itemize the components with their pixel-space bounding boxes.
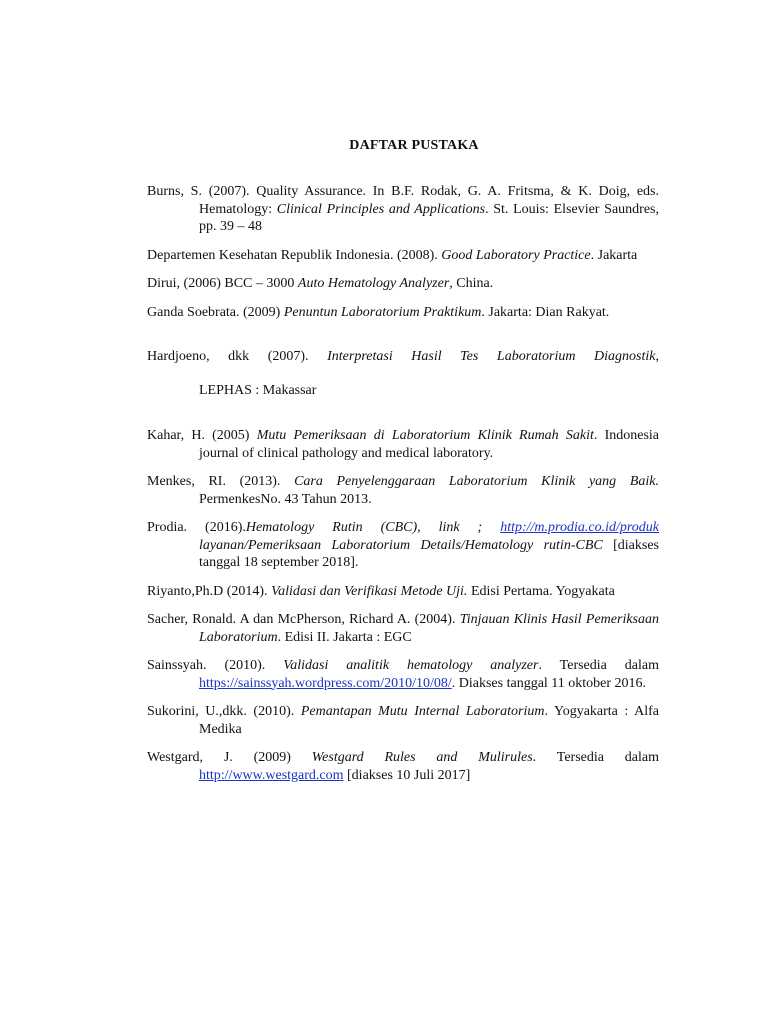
reference-burns-2007: Burns, S. (2007). Quality Assurance. In B.F. Rodak, G. A. Fritsma, & K. Doig, eds. Hematology: Clinical Principles and Applications. St. Louis: Elsevier Saundres, pp. 39 – 48 — [147, 184, 659, 234]
reference-westgard-2009: Westgard, J. (2009) Westgard Rules and Mulirules. Tersedia dalam http://www.westgard.com [diakses 10 Juli 2017] — [147, 750, 659, 783]
page-title: DAFTAR PUSTAKA — [349, 138, 479, 153]
reference-sainssyah-2010: Sainssyah. (2010). Validasi analitik hematology analyzer. Tersedia dalam https://sainssyah.wordpress.com/2010/10/08/. Diakses tanggal 11 oktober 2016. — [147, 658, 660, 691]
reference-gandasoebrata-2009: Ganda Soebrata. (2009) Penuntun Laboratorium Praktikum. Jakarta: Dian Rakyat. — [147, 304, 610, 320]
westgard-link[interactable]: http://www.westgard.com — [199, 767, 344, 783]
prodia-link[interactable]: http://m.prodia.co.id/produk — [500, 520, 659, 535]
reference-dirui-2006: Dirui, (2006) BCC – 3000 Auto Hematology Analyzer, China. — [147, 276, 494, 291]
reference-menkes-2013: Menkes, RI. (2013). Cara Penyelenggaraan Laboratorium Klinik yang Baik. PermenkesNo. 43 Tahun 2013. — [147, 474, 659, 507]
reference-sukorini-2010: Sukorini, U.,dkk. (2010). Pemantapan Mutu Internal Laboratorium. Yogyakarta : Alfa Medika — [147, 704, 659, 737]
reference-sacher-2004: Sacher, Ronald. A dan McPherson, Richard A. (2004). Tinjauan Klinis Hasil Pemeriksaan Laboratorium. Edisi II. Jakarta : EGC — [147, 612, 659, 645]
reference-hardjoeno-2007: Hardjoeno, dkk (2007). Interpretasi Hasil Tes Laboratorium Diagnostik, LEPHAS : Makassar — [147, 349, 659, 398]
reference-depkes-2008: Departemen Kesehatan Republik Indonesia. (2008). Good Laboratory Practice. Jakarta — [147, 247, 638, 263]
reference-prodia-2016: Prodia. (2016).Hematology Rutin (CBC), link ; http://m.prodia.co.id/produk layanan/Pemeriksaan Laboratorium Details/Hematology rutin-CBC [diakses tanggal 18 september 2018]. — [147, 520, 659, 570]
sainssyah-link[interactable]: https://sainssyah.wordpress.com/2010/10/08/ — [199, 675, 452, 691]
reference-kahar-2005: Kahar, H. (2005) Mutu Pemeriksaan di Laboratorium Klinik Rumah Sakit. Indonesia journal of clinical pathology and medical laboratory. — [147, 428, 660, 461]
reference-riyanto-2014: Riyanto,Ph.D (2014). Validasi dan Verifikasi Metode Uji. Edisi Pertama. Yogyakata — [147, 583, 615, 599]
reference-list — [147, 183, 659, 795]
